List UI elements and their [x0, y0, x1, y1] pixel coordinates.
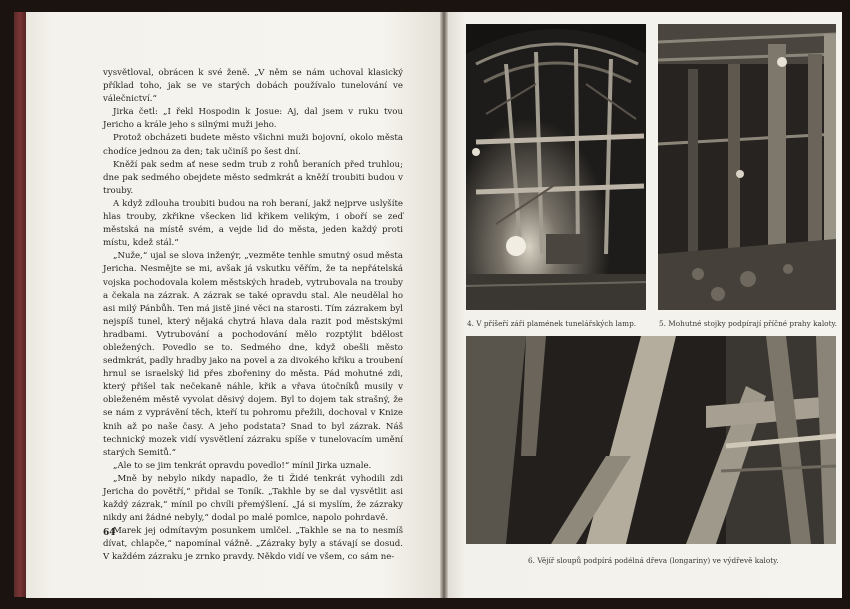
photo-caption-4: 4. V příšeří záři plamének tunelářských lamp.: [467, 319, 637, 328]
photo-tunnel-props: [658, 24, 836, 310]
paragraph: Jirka četl: „I řekl Hospodin k Josue: Aj, dal jsem v ruku tvou Jericho a krále jeho s silnými muži jeho.: [103, 107, 403, 131]
book-gutter: [440, 12, 448, 598]
paragraph: „Ale to se jim tenkrát opravdu povedlo!“ mínil Jirka uznale.: [113, 460, 372, 471]
paragraph: vysvětloval, obrácen k své ženě. „V něm se nám uchoval klasický příklad toho, jak se ve starých dobách používalo tunelování ve válečnictví.“: [103, 68, 403, 105]
paragraph: Kněží pak sedm ať nese sedm trub z rohů beraních před truhlou; dne pak sedmého obejdete město sedmkrát a kněží troubiti budou v trouby.: [103, 159, 403, 196]
photo-tunnel-lamps: [466, 24, 646, 310]
photo-caption-5: 5. Mohutné stojky podpírají příčné prahy kaloty.: [659, 319, 837, 328]
paragraph: Marek jej odmítavým posunkem umlčel. „Takhle se na to nesmíš dívat, chlapče,“ napomínal vážně. „Zázraky byly a stávají se dosud. V každém zázraku je zrnko pravdy. Někdo vidí ve všem, co sám ne-: [103, 526, 403, 563]
photo-tunnel-fan-posts: [466, 336, 836, 544]
paragraph: „Mně by nebylo nikdy napadlo, že ti Židé tenkrát vyhodili zdi Jericha do povětří,“ přidal se Toník. „Takhle by se dal vysvětlit asi každý zázrak,“ mínil po chvíli přemýšlení. „Já si myslím, že zázraky nikdy ani žádné nebyly,“ dodal po malé pomlce, napolo pohrdavě.: [103, 473, 403, 524]
photo-caption-6: 6. Vějíř sloupů podpírá podélná dřeva (longariny) ve výdřevě kaloty.: [528, 556, 779, 565]
body-text: [103, 67, 403, 565]
paragraph: „Nuže,“ ujal se slova inženýr, „vezměte tenhle smutný osud města Jericha. Nesmějte se mi, avšak já vskutku věřím, že ta nepřátelská vojska pochodovala kolem městských hradeb, vytrubovala na trouby a čekala na zázrak. A zázrak se také opravdu stal. Ale neudělal ho asi milý Pánbůh. Ten má jistě jiné věci na starosti. Tím zázrakem byl nejspíš tunel, který nějaká chytrá hlava dala razit pod městskými hradbami. Vytrubování a pochodování mělo rozptýlit bdělost obležených. Povedlo se to. Sedmého dne, když obešli město sedmkrát, padly hradby jako na povel a za divokého křiku a troubení hrnul se israelský lid přes zbořeniny do města. Pád mohutné zdi, který přišel tak nečekaně náhle, křik a vřava útočníků musily v obleženém městě vyvolat děsivý dojem. Byl to dojem tak strašný, že se nám z vyprávění těch, kteří tu pohromu přežili, dochoval v Knize knih až po naše časy. A jeho podstata? Snad to byl zázrak. Náš technický mozek vidí vysvětlení zázraku spíše v tunelovacím umění starých Semitů.“: [103, 251, 403, 458]
paragraph: A když zdlouha troubiti budou na roh beraní, jakž nejprve uslyšíte hlas trouby, zkřikne všecken lid křikem velikým, i oboří se zeď městská na místě svém, a vejde lid do města, jeden každý proti místu, kdež stál.“: [103, 198, 403, 249]
paragraph: Protož obcházeti budete město všichni muži bojovní, okolo města chodíce jednou za den; tak učiníš po šest dní.: [103, 133, 403, 157]
page-number: 64: [103, 528, 116, 538]
